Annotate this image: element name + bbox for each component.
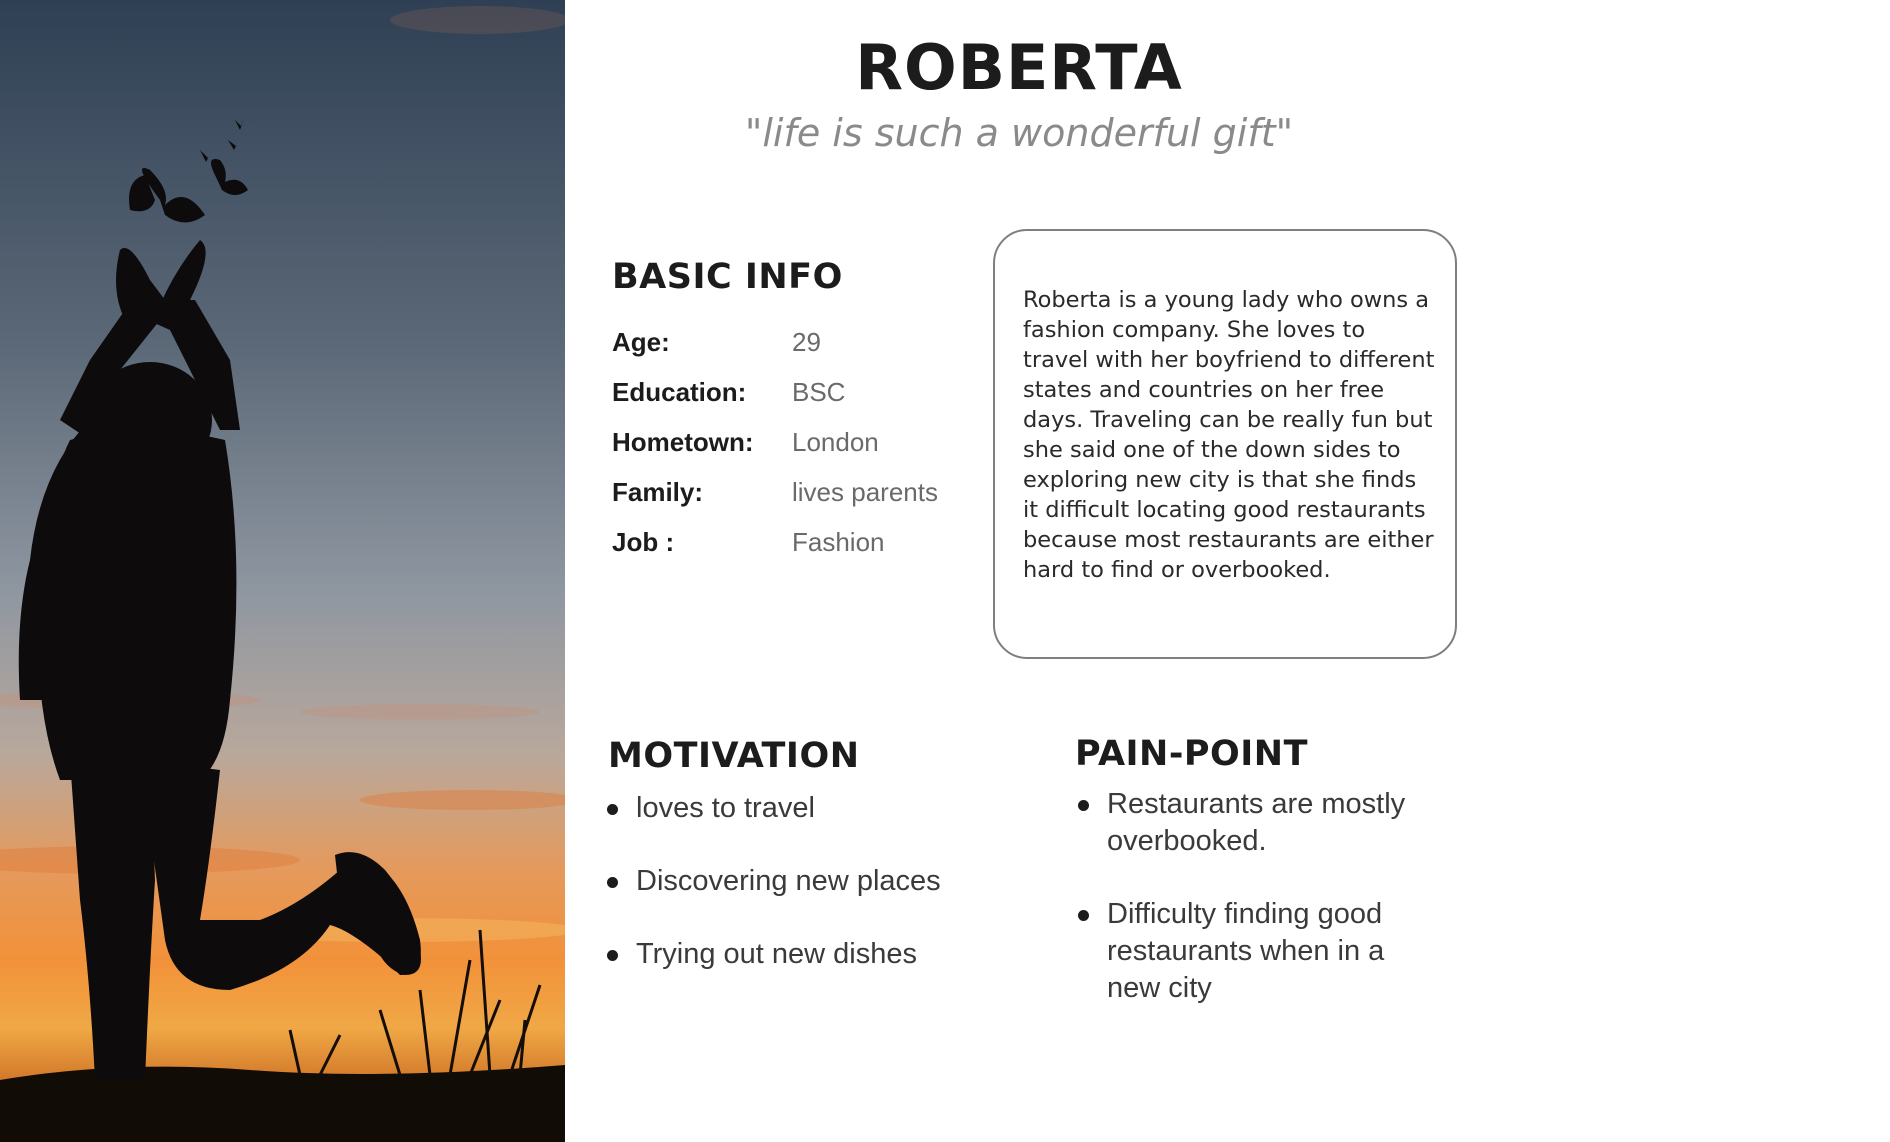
bullet-icon xyxy=(1078,800,1089,811)
info-label: Family: xyxy=(612,477,704,507)
info-row-education xyxy=(612,370,992,414)
pain-point-title: PAIN-POINT xyxy=(1075,734,1308,774)
info-label: Education: xyxy=(612,377,747,407)
info-value: lives parents xyxy=(792,477,938,507)
bullet-icon xyxy=(607,950,618,961)
info-row-age xyxy=(612,320,992,364)
list-item-text: Trying out new dishes xyxy=(636,938,918,970)
info-value: Fashion xyxy=(792,527,885,557)
list-item-text: loves to travel xyxy=(636,792,815,824)
info-label: Job : xyxy=(612,527,675,557)
info-value: BSC xyxy=(792,377,846,407)
persona-photo xyxy=(0,0,565,1142)
list-item-text: Difficulty finding good restaurants when in a new city xyxy=(1107,898,1385,1004)
info-value: London xyxy=(792,427,879,457)
list-item-text: Discovering new places xyxy=(636,865,941,897)
info-row-hometown xyxy=(612,420,992,464)
pain-point-list xyxy=(1078,786,1418,1007)
persona-quote: "life is such a wonderful gift" xyxy=(744,111,1294,155)
list-item xyxy=(607,863,1027,900)
info-value: 29 xyxy=(792,327,821,357)
bio-text: Roberta is a young lady who owns a fashion company. She loves to travel with her boyfriend to different states and countries on her free days. Traveling can be really fun but she said one of the down sides to exploring new city is that she finds it difficult locating good restaurants because most restaurants are either hard to find or overbooked. xyxy=(1023,287,1435,583)
motivation-list xyxy=(607,790,1027,973)
basic-info-title: BASIC INFO xyxy=(612,257,843,297)
bullet-icon xyxy=(1078,910,1089,921)
info-row-family xyxy=(612,470,992,514)
persona-name: ROBERTA xyxy=(855,31,1183,104)
bullet-icon xyxy=(607,877,618,888)
list-item xyxy=(1078,896,1418,1007)
list-item-text: Restaurants are mostly overbooked. xyxy=(1107,788,1406,857)
list-item xyxy=(607,936,1027,973)
motivation-title: MOTIVATION xyxy=(608,736,860,776)
bio-box xyxy=(993,229,1457,659)
info-label: Hometown: xyxy=(612,427,754,457)
info-row-job xyxy=(612,520,992,564)
sunset-silhouette-image xyxy=(0,0,565,1142)
info-label: Age: xyxy=(612,327,670,357)
list-item xyxy=(1078,786,1418,860)
bullet-icon xyxy=(607,804,618,815)
list-item xyxy=(607,790,1027,827)
